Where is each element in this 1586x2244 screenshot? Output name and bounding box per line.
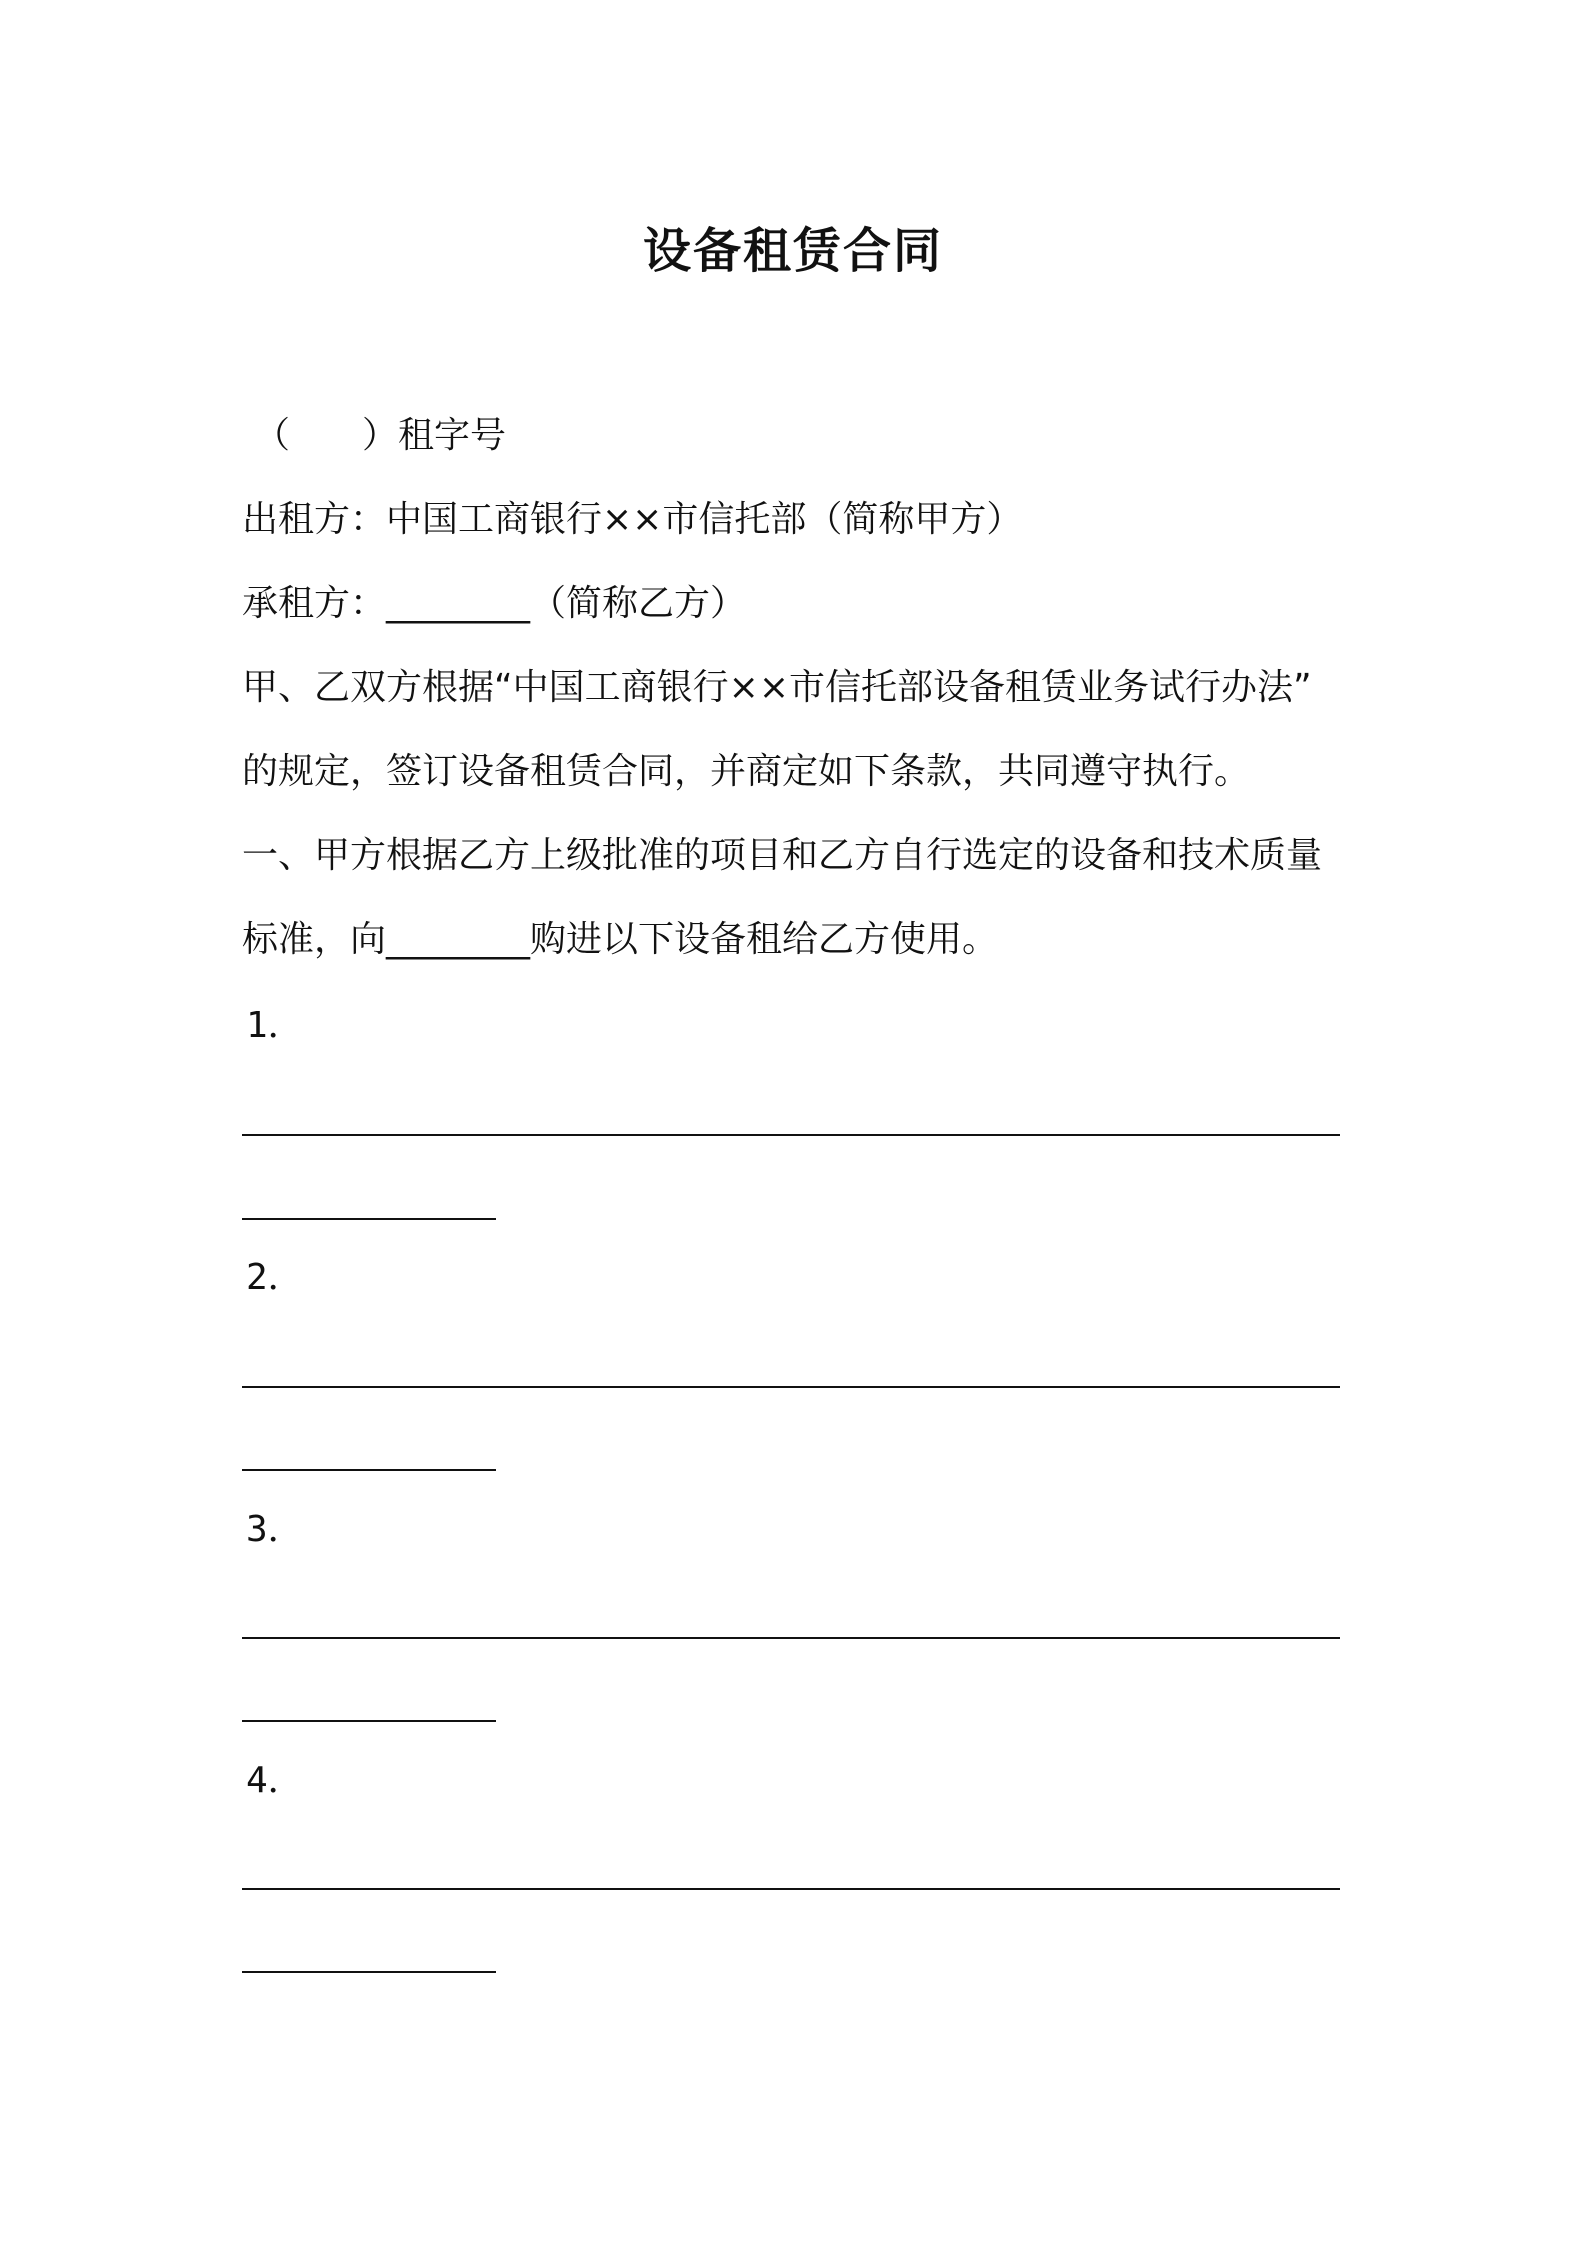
item-label-4: 4． <box>246 1760 304 1801</box>
lessor-line: 出租方：中国工商银行××市信托部（简称甲方） <box>242 499 1023 540</box>
document-title: 设备租赁合同 <box>642 223 943 279</box>
preamble-line-2: 的规定，签订设备租赁合同，并商定如下条款，共同遵守执行。 <box>242 751 1251 792</box>
item-1-blank-line-long <box>242 1134 1340 1136</box>
item-4-blank-line-short <box>242 1971 496 1973</box>
item-3-blank-line-long <box>242 1637 1340 1639</box>
item-1-blank-line-short <box>242 1218 496 1220</box>
clause-1-line-1: 一、甲方根据乙方上级批准的项目和乙方自行选定的设备和技术质量 <box>242 835 1323 876</box>
item-label-3: 3． <box>246 1509 304 1550</box>
contract-number-line: （ ）租字号 <box>254 415 507 456</box>
preamble-line-1: 甲、乙双方根据“中国工商银行××市信托部设备租赁业务试行办法” <box>242 667 1312 708</box>
item-4-blank-line-long <box>242 1888 1340 1890</box>
lessee-line: 承租方：________（简称乙方） <box>242 583 747 624</box>
item-2-blank-line-short <box>242 1469 496 1471</box>
clause-1-line-2: 标准，向________购进以下设备租给乙方使用。 <box>242 919 999 960</box>
item-3-blank-line-short <box>242 1720 496 1722</box>
item-label-2: 2． <box>246 1257 304 1298</box>
item-label-1: 1． <box>246 1005 304 1046</box>
item-2-blank-line-long <box>242 1386 1340 1388</box>
